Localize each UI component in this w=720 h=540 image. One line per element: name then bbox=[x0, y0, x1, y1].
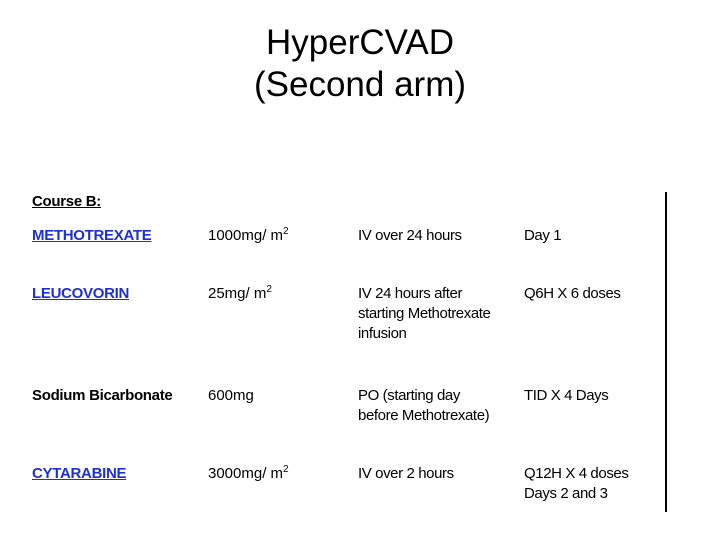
route-cell: IV over 2 hours bbox=[358, 465, 454, 482]
course-heading: Course B: bbox=[32, 193, 101, 210]
route-cell: PO (starting day before Methotrexate) bbox=[358, 387, 490, 424]
dose-cell: 3000mg/ $m^2$ bbox=[208, 464, 289, 482]
schedule-cell: TID X 4 Days bbox=[524, 387, 609, 404]
drug-link-methotrexate[interactable]: METHOTREXATE bbox=[32, 227, 152, 244]
route-cell: IV 24 hours after starting Methotrexate infusion bbox=[358, 285, 491, 342]
schedule-cell: Day 1 bbox=[524, 227, 562, 244]
title-line-2: (Second arm) bbox=[253, 65, 467, 104]
schedule-cell: Q6H X 6 doses bbox=[524, 285, 621, 302]
vertical-divider bbox=[665, 192, 667, 512]
route-cell: IV over 24 hours bbox=[358, 227, 462, 244]
title-line-1: HyperCVAD bbox=[265, 23, 454, 62]
drug-link-leucovorin[interactable]: LEUCOVORIN bbox=[32, 285, 130, 302]
schedule-cell: Q12H X 4 doses Days 2 and 3 bbox=[524, 465, 629, 502]
slide-title bbox=[0, 22, 720, 106]
drug-name-sodium-bicarbonate: Sodium Bicarbonate bbox=[32, 387, 173, 404]
dose-cell: 1000mg/ $m^2$ bbox=[208, 226, 289, 244]
dose-cell: 600mg bbox=[208, 387, 254, 404]
dose-cell: 25mg/ $m^2$ bbox=[208, 284, 272, 302]
drug-link-cytarabine[interactable]: CYTARABINE bbox=[32, 465, 127, 482]
